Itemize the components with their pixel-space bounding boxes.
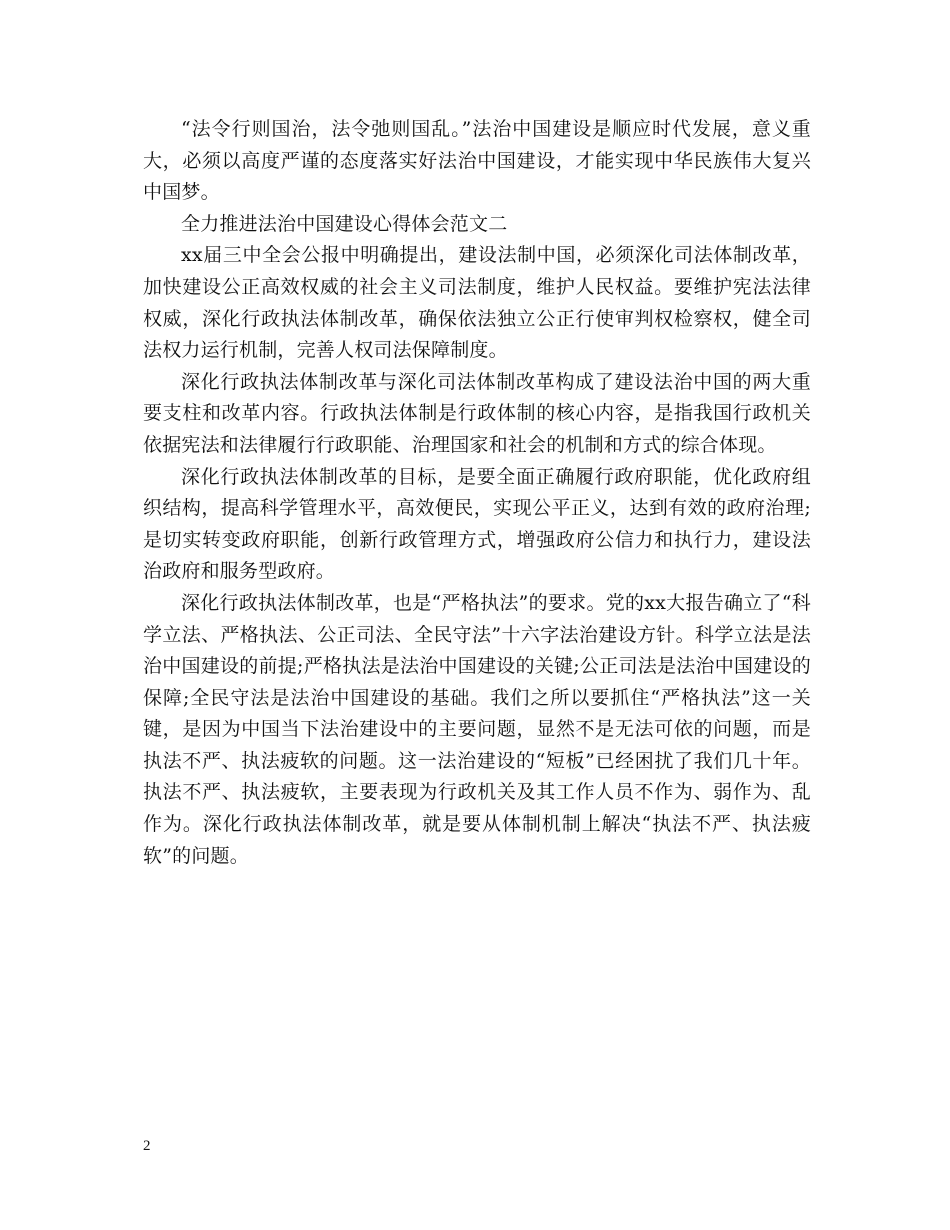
paragraph-1: “法令行则国治，法令弛则国乱。”法治中国建设是顺应时代发展，意义重大，必须以高度严谨的态度落实好法治中国建设，才能实现中华民族伟大复兴中国梦。 [143,118,811,204]
paragraph-2: xx届三中全会公报中明确提出，建设法制中国，必须深化司法体制改革，加快建设公正高效权威的社会主义司法制度，维护人民权益。要维护宪法法律权威，深化行政执法体制改革，确保依法独立公正行使审判权检察权，健全司法权力运行机制，完善人权司法保障制度。 [143,244,811,362]
paragraph-3: 深化行政执法体制改革与深化司法体制改革构成了建设法治中国的两大重要支柱和改革内容。行政执法体制是行政体制的核心内容，是指我国行政机关依据宪法和法律履行行政职能、治理国家和社会的机制和方式的综合体现。 [143,370,811,456]
paragraph-4: 深化行政执法体制改革的目标，是要全面正确履行政府职能，优化政府组织结构，提高科学管理水平，高效便民，实现公平正义，达到有效的政府治理;是切实转变政府职能，创新行政管理方式，增强政府公信力和执行力，建设法治政府和服务型政府。 [143,465,811,583]
paragraph-5: 深化行政执法体制改革，也是“严格执法”的要求。党的xx大报告确立了“科学立法、严格执法、公正司法、全民守法”十六字法治建设方针。科学立法是法治中国建设的前提;严格执法是法治中国建设的关键;公正司法是法治中国建设的保障;全民守法是法治中国建设的基础。我们之所以要抓住“严格执法”这一关键，是因为中国当下法治建设中的主要问题，显然不是无法可依的问题，而是执法不严、执法疲软的问题。这一法治建设的“短板”已经困扰了我们几十年。执法不严、执法疲软，主要表现为行政机关及其工作人员不作为、弱作为、乱作为。深化行政执法体制改革，就是要从体制机制上解决“执法不严、执法疲软”的问题。 [143,591,811,867]
page-number: 2 [143,1138,151,1154]
section-heading: 全力推进法治中国建设心得体会范文二 [181,212,508,235]
document-body [143,114,811,872]
